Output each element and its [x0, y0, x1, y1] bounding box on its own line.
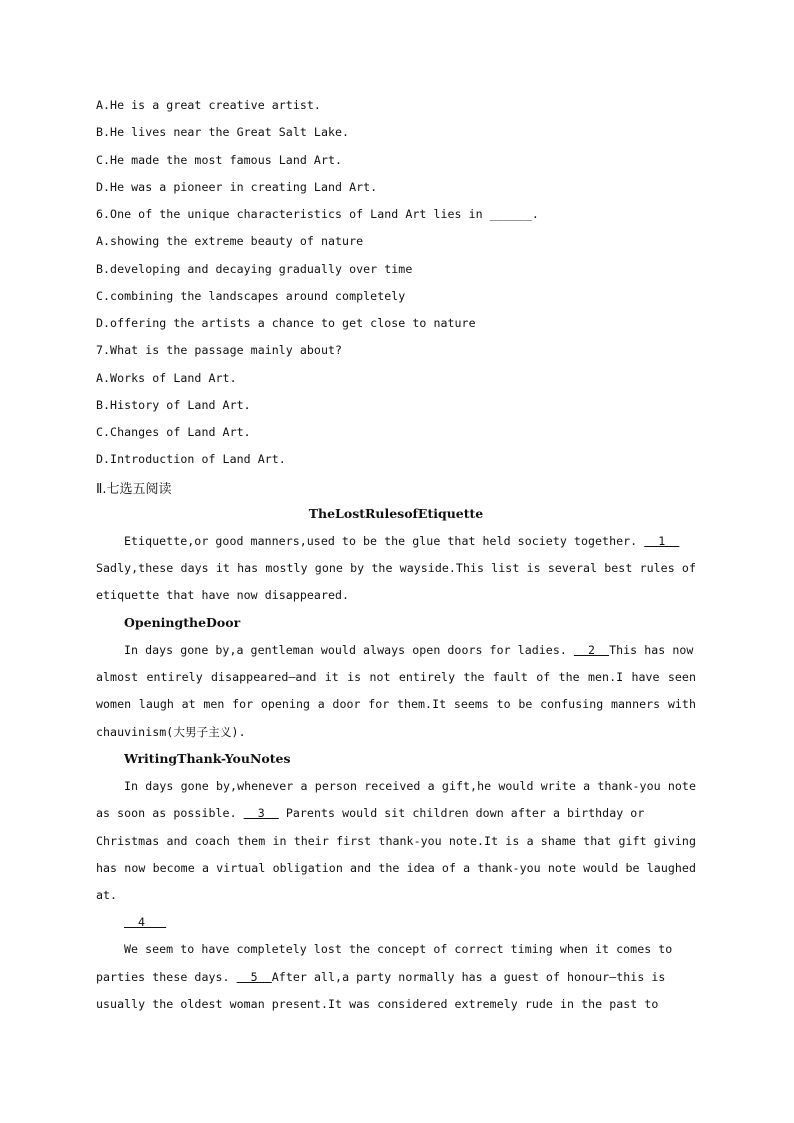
subheading-opening-the-door: OpeningtheDoor [124, 615, 241, 630]
passage-line: parties these days. 5 After all,a party normally has a guest of honour—this is [96, 970, 666, 984]
passage-line: Sadly,these days it has mostly gone by the wayside.This list is several best rules of [96, 561, 696, 575]
passage-line: has now become a virtual obligation and the idea of a thank-you note would be laughed [96, 861, 696, 875]
q7-option-b: B.History of Land Art. [96, 398, 251, 412]
passage-line: In days gone by,whenever a person received a gift,he would write a thank-you note [124, 779, 696, 793]
passage-line: In days gone by,a gentleman would always open doors for ladies. 2 This has now [124, 643, 694, 657]
blank-4[interactable]: 4 [124, 915, 167, 929]
q6-option-b: B.developing and decaying gradually over time [96, 262, 413, 276]
q7-option-a: A.Works of Land Art. [96, 371, 237, 385]
blank-2[interactable]: 2 [573, 643, 610, 657]
passage-line: chauvinism(大男子主义). [96, 725, 246, 739]
blank-1[interactable]: 1 [644, 534, 680, 548]
passage-line: Christmas and coach them in their first thank-you note.It is a shame that gift giving [96, 834, 696, 848]
q6-stem: 6.One of the unique characteristics of Land Art lies in ______. [96, 207, 539, 221]
passage-line: We seem to have completely lost the concept of correct timing when it comes to [124, 942, 673, 956]
passage-line: usually the oldest woman present.It was considered extremely rude in the past to [96, 997, 659, 1011]
q7-option-c: C.Changes of Land Art. [96, 425, 251, 439]
q5-option-a: A.He is a great creative artist. [96, 98, 321, 112]
q6-option-a: A.showing the extreme beauty of nature [96, 234, 364, 248]
q5-option-b: B.He lives near the Great Salt Lake. [96, 125, 350, 139]
section-heading: Ⅱ.七选五阅读 [96, 482, 172, 497]
passage-line: etiquette that have now disappeared. [96, 588, 350, 602]
passage-line: at. [96, 888, 118, 902]
q5-option-c: C.He made the most famous Land Art. [96, 153, 343, 167]
passage-line [124, 914, 724, 930]
passage-title: TheLostRulesofEtiquette [308, 506, 484, 521]
q6-option-c: C.combining the landscapes around completely [96, 289, 406, 303]
q7-stem: 7.What is the passage mainly about? [96, 343, 343, 357]
passage-line: women laugh at men for opening a door for them.It seems to be confusing manners with [96, 697, 696, 711]
blank-5[interactable]: 5 [236, 970, 272, 984]
q5-option-d: D.He was a pioneer in creating Land Art. [96, 180, 378, 194]
q6-option-d: D.offering the artists a chance to get close to nature [96, 316, 476, 330]
passage-line: as soon as possible. 3 Parents would sit children down after a birthday or [96, 806, 645, 820]
subheading-writing-thank-you-notes: WritingThank-YouNotes [124, 751, 291, 766]
blank-3[interactable]: 3 [243, 806, 279, 820]
passage-line: Etiquette,or good manners,used to be the glue that held society together. 1 [124, 534, 680, 548]
passage-line: almost entirely disappeared—and it is not entirely the fault of the men.I have seen [96, 670, 696, 684]
q7-option-d: D.Introduction of Land Art. [96, 452, 286, 466]
